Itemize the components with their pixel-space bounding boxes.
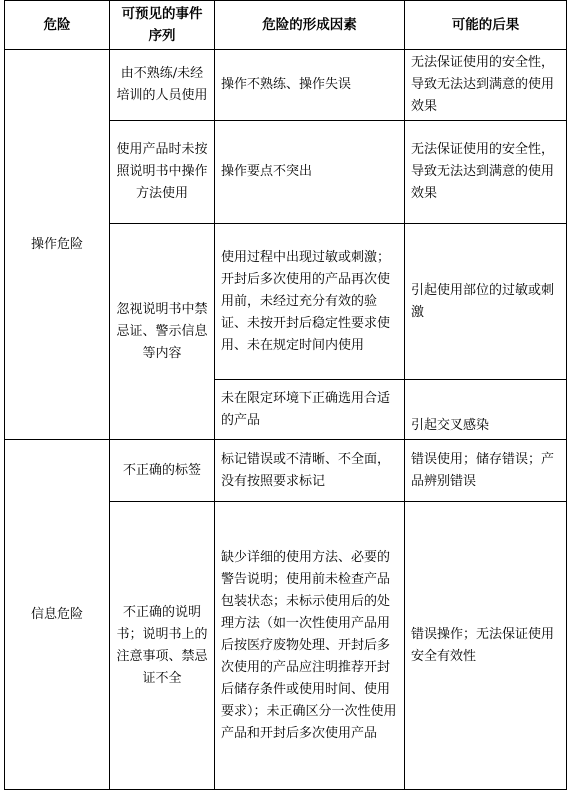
header-formation-factors: 危险的形成因素 bbox=[215, 1, 405, 50]
factors-cell: 操作要点不突出 bbox=[215, 121, 405, 224]
table-row bbox=[5, 50, 567, 121]
sequence-cell: 忽视说明书中禁忌证、警示信息等内容 bbox=[110, 224, 215, 440]
consequence-cell: 引起使用部位的过敏或刺激 bbox=[405, 224, 567, 380]
sequence-cell: 由不熟练/未经培训的人员使用 bbox=[110, 50, 215, 121]
factors-cell: 标记错误或不清晰、不全面，没有按照要求标记 bbox=[215, 440, 405, 502]
consequence-cell: 错误使用；储存错误；产品辨别错误 bbox=[405, 440, 567, 502]
header-consequences: 可能的后果 bbox=[405, 1, 567, 50]
sequence-cell: 使用产品时未按照说明书中操作方法使用 bbox=[110, 121, 215, 224]
hazard-cell-operation: 操作危险 bbox=[5, 50, 110, 440]
hazard-analysis-table bbox=[4, 0, 567, 790]
factors-cell: 未在限定环境下正确选用合适的产品 bbox=[215, 380, 405, 440]
hazard-cell-information: 信息危险 bbox=[5, 440, 110, 790]
table-row bbox=[5, 440, 567, 502]
table-header-row bbox=[5, 1, 567, 50]
consequence-cell: 引起交叉感染 bbox=[405, 380, 567, 440]
sequence-cell: 不正确的说明书；说明书上的注意事项、禁忌证不全 bbox=[110, 502, 215, 790]
factors-cell: 使用过程中出现过敏或刺激；开封后多次使用的产品再次使用前，未经过充分有效的验证、未按开封后稳定性要求使用、未在规定时间内使用 bbox=[215, 224, 405, 380]
factors-cell: 操作不熟练、操作失误 bbox=[215, 50, 405, 121]
sequence-cell: 不正确的标签 bbox=[110, 440, 215, 502]
consequence-cell: 错误操作；无法保证使用安全有效性 bbox=[405, 502, 567, 790]
header-hazard: 危险 bbox=[5, 1, 110, 50]
consequence-cell: 无法保证使用的安全性，导致无法达到满意的使用效果 bbox=[405, 121, 567, 224]
consequence-cell: 无法保证使用的安全性，导致无法达到满意的使用效果 bbox=[405, 50, 567, 121]
factors-cell: 缺少详细的使用方法、必要的警告说明；使用前未检查产品包装状态；未标示使用后的处理方法（如一次性使用产品用后按医疗废物处理、开封后多次使用的产品应注明推荐开封后储存条件或使用时间、使用要求）；未正确区分一次性使用产品和开封后多次使用产品 bbox=[215, 502, 405, 790]
header-event-sequence: 可预见的事件序列 bbox=[110, 1, 215, 50]
